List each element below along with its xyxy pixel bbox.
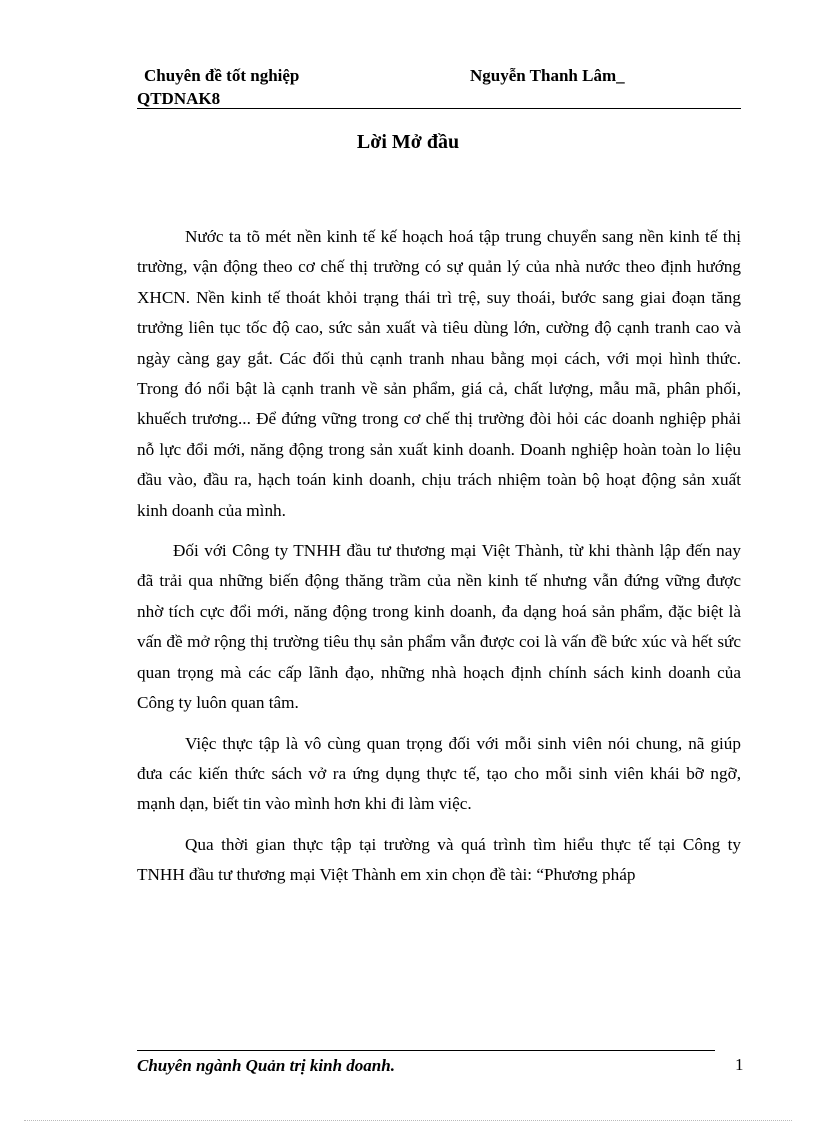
paragraph-3: Việc thực tập là vô cùng quan trọng đối với mỗi sinh viên nói chung, nã giúp đưa các kiến thức sách vở ra ứng dụng thực tế, tạo cho mỗi sinh viên khái bỡ ngỡ, mạnh dạn, biết tin vào mình hơn khi đi làm việc. — [137, 733, 741, 814]
footer-major: Chuyên ngành Quản trị kinh doanh. — [137, 1056, 395, 1075]
paragraph-1: Nước ta tõ mét nền kinh tế kế hoạch hoá tập trung chuyển sang nền kinh tế thị trường, vận động theo cơ chế thị trường có sự quản lý của nhà nước theo định hướng XHCN. Nền kinh tế thoát khỏi trạng thái trì trệ, suy thoái, bước sang giai đoạn tăng trưởng liên tục tốc độ cao, sức sản xuất và tiêu dùng lớn, cường độ cạnh tranh cao và ngày càng gay gắt. Các đối thủ cạnh tranh nhau bằng mọi cách, với mọi hình thức. Trong đó nổi bật là cạnh tranh về sản phẩm, giá cả, chất lượng, mẫu mã, phân phối, khuếch trương... Để đứng vững trong cơ chế thị trường đòi hỏi các doanh nghiệp phải nỗ lực đổi mới, năng động trong sản xuất kinh doanh. Doanh nghiệp hoàn toàn lo liệu đầu vào, đầu ra, hạch toán kinh doanh, chịu trách nhiệm toàn bộ hoạt động sản xuất kinh doanh của mình. — [137, 227, 741, 520]
header-document-type: Chuyên đề tốt nghiệp — [144, 66, 300, 85]
page-title: Lời Mở đầu — [356, 131, 460, 153]
header-author: Nguyễn Thanh Lâm_ — [470, 66, 625, 85]
body-text — [137, 222, 741, 901]
header-class-code: QTDNAK8 — [137, 89, 221, 108]
footer-divider — [137, 1050, 715, 1051]
page-number: 1 — [735, 1055, 744, 1074]
page-bottom-edge — [24, 1120, 792, 1121]
paragraph-4: Qua thời gian thực tập tại trường và quá trình tìm hiểu thực tế tại Công ty TNHH đầu tư thương mại Việt Thành em xin chọn đề tài: “Phương pháp — [137, 834, 741, 885]
header-divider — [137, 108, 741, 109]
paragraph-2: Đối với Công ty TNHH đầu tư thương mại Việt Thành, từ khi thành lập đến nay đã trải qua những biến động thăng trầm của nền kinh tế nhưng vẫn đứng vững được nhờ tích cực đổi mới, năng động trong kinh doanh, đa dạng hoá sản phẩm, đặc biệt là vấn đề mở rộng thị trường tiêu thụ sản phẩm vẫn được coi là vấn đề bức xúc và hết sức quan trọng mà các cấp lãnh đạo, những nhà hoạch định chính sách kinh doanh của Công ty luôn quan tâm. — [137, 541, 741, 713]
